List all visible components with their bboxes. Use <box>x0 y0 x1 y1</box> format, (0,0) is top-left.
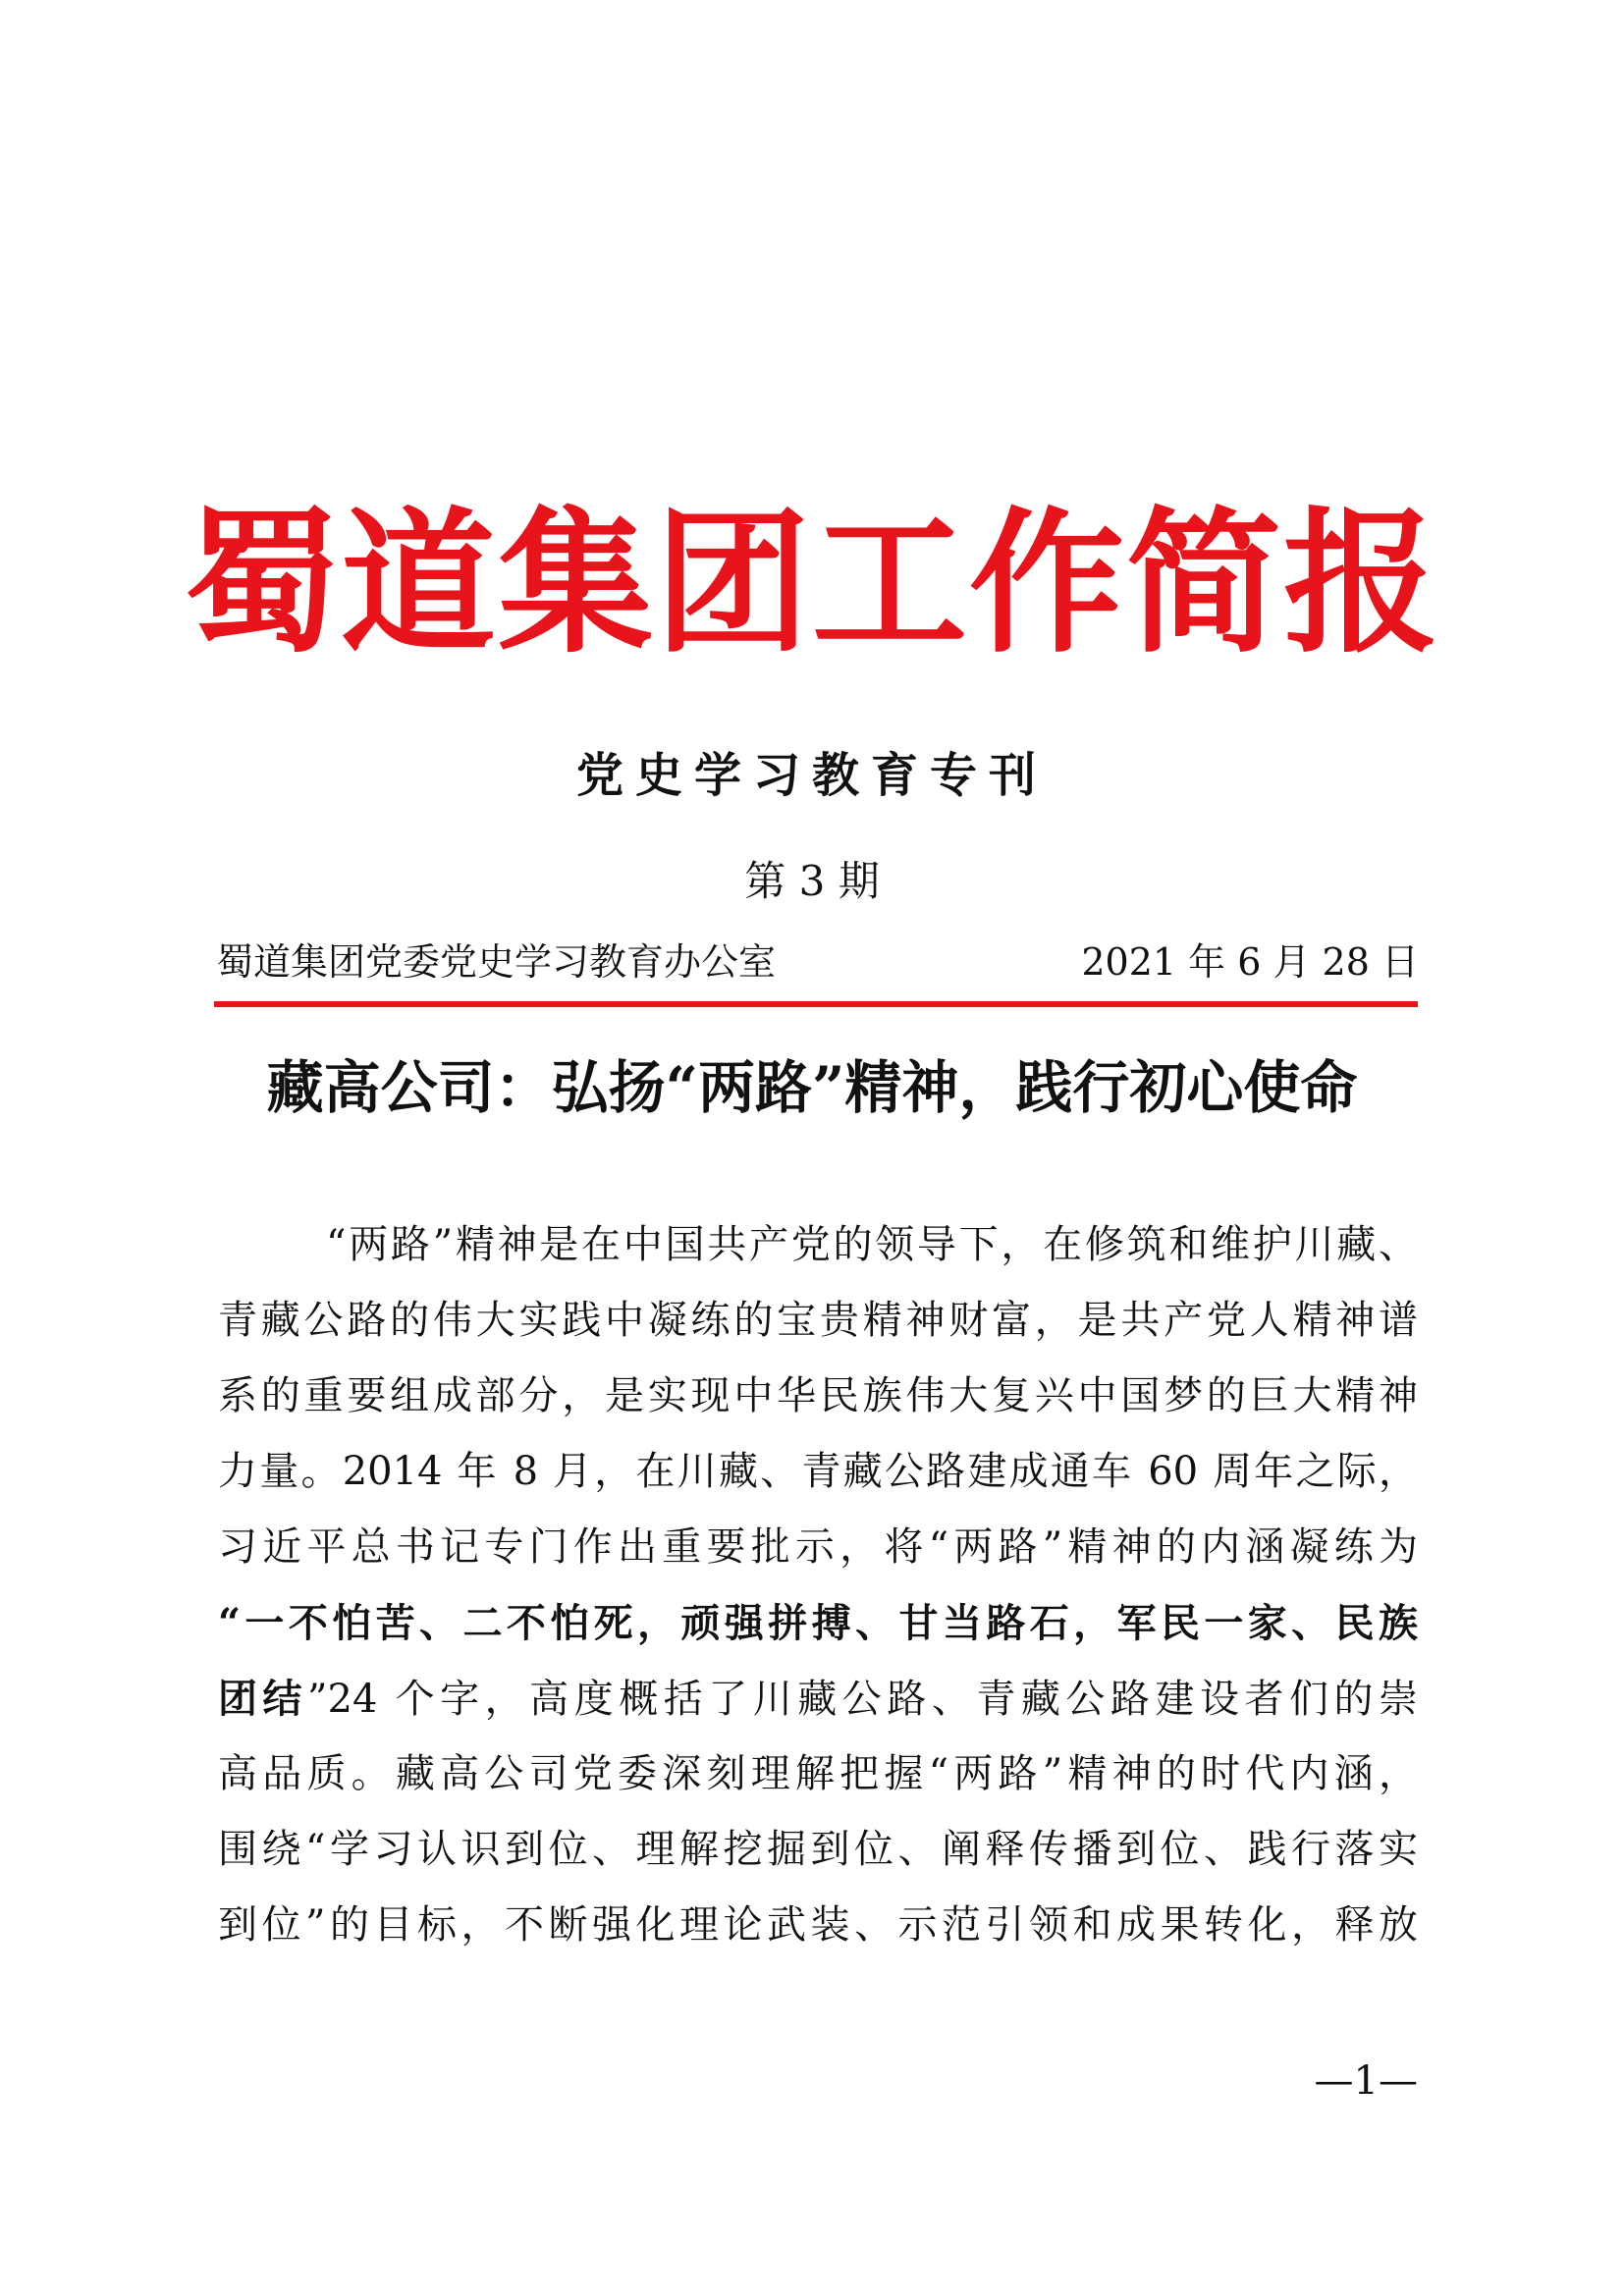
body-line: “两路”精神是在中国共产党的领导下，在修筑和维护川藏、 <box>326 1222 1418 1267</box>
article-body <box>218 1207 1418 1963</box>
issue-date: 2021 年 6 月 28 日 <box>1081 940 1419 984</box>
body-line-mixed <box>218 1661 1418 1736</box>
article-headline: 藏高公司：弘扬“两路”精神，践行初心使命 <box>266 1054 1358 1121</box>
body-line-bold <box>218 1585 1418 1661</box>
body-line: 力量。2014 年 8 月，在川藏、青藏公路建成通车 60 周年之际， <box>218 1449 1418 1494</box>
body-line: 系的重要组成部分，是实现中华民族伟大复兴中国梦的巨大精神 <box>218 1373 1418 1418</box>
bold-quote-end: 团结 <box>218 1676 308 1722</box>
body-line-rest: ”24 个字，高度概括了川藏公路、青藏公路建设者们的崇 <box>307 1677 1419 1722</box>
special-issue-title: 党史学习教育专刊 <box>575 748 1048 803</box>
red-divider-line <box>214 1001 1418 1007</box>
masthead-title: 蜀道集团工作简报 <box>184 493 1440 674</box>
body-line: 青藏公路的伟大实践中凝练的宝贵精神财富，是共产党人精神谱 <box>218 1298 1418 1343</box>
body-line: 习近平总书记专门作出重要批示，将“两路”精神的内涵凝练为 <box>218 1524 1418 1570</box>
issuer-office: 蜀道集团党委党史学习教育办公室 <box>216 940 777 984</box>
issuer-date-row <box>216 933 1419 991</box>
body-line: 到位”的目标，不断强化理论武装、示范引领和成果转化，释放 <box>218 1902 1418 1948</box>
issue-number: 第 3 期 <box>744 857 880 905</box>
body-line: 高品质。藏高公司党委深刻理解把握“两路”精神的时代内涵， <box>218 1751 1418 1796</box>
bold-quote: “一不怕苦、二不怕死，顽强拼搏、甘当路石，军民一家、民族 <box>218 1600 1418 1646</box>
body-line: 围绕“学习认识到位、理解挖掘到位、阐释传播到位、践行落实 <box>218 1827 1418 1872</box>
page-number: —1— <box>1314 2058 1418 2104</box>
